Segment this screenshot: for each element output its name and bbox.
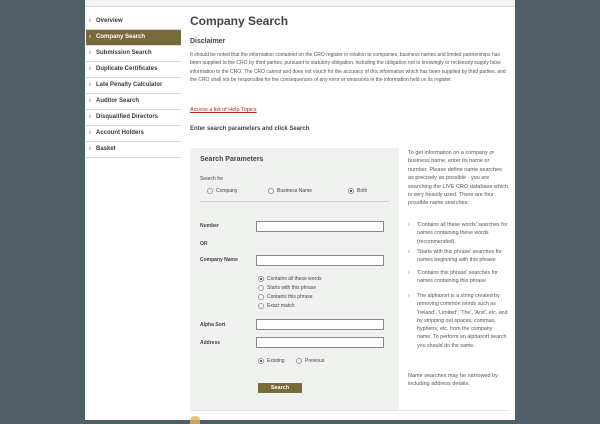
sidebar-item-account-holders[interactable] <box>86 126 181 142</box>
help-bullet <box>408 248 508 265</box>
radio-company-label: Company <box>216 188 238 194</box>
or-label: OR <box>200 241 208 247</box>
help-bullet-text: 'Contains all these words' searches for names containing these words (recommended). <box>417 222 508 245</box>
sidebar-item-label: Late Penalty Calculator <box>96 82 163 88</box>
chevron-right-icon: › <box>408 270 410 276</box>
address-input[interactable] <box>256 337 384 348</box>
sidebar-item-basket[interactable] <box>86 142 181 158</box>
chevron-right-icon: › <box>89 82 91 88</box>
sidebar-item-label: Overview <box>96 18 123 24</box>
radio-exact-match-label: Exact match <box>267 303 295 309</box>
chevron-right-icon: › <box>89 130 91 136</box>
form-title: Search Parameters <box>200 156 264 163</box>
sidebar-item-label: Duplicate Certificates <box>96 66 158 72</box>
help-bullet <box>408 292 508 350</box>
instruction-text: Enter search parameters and click Search <box>190 126 310 132</box>
help-bullet-text: 'Starts with this phrase' searches for names beginning with this phrase <box>417 249 502 264</box>
radio-existing[interactable] <box>258 358 264 364</box>
footer-divider <box>190 410 510 411</box>
alpha-sort-input[interactable] <box>256 319 384 330</box>
chevron-right-icon: › <box>408 293 410 299</box>
help-bullet <box>408 221 508 246</box>
radio-company[interactable] <box>207 188 213 194</box>
help-topics-link[interactable]: Access a list of Help Topics <box>190 107 257 113</box>
search-button[interactable]: Search <box>258 383 302 393</box>
chevron-right-icon: › <box>408 222 410 228</box>
help-bullet-text: 'Contains this phrase' searches for names containing this phrase <box>417 270 498 285</box>
chevron-right-icon: › <box>89 114 91 120</box>
chevron-right-icon: › <box>89 50 91 56</box>
sidebar-item-label: Disqualified Directors <box>96 114 159 120</box>
radio-previous-label: Previous <box>305 358 325 364</box>
number-input[interactable] <box>256 221 384 232</box>
number-label: Number <box>200 223 219 229</box>
chevron-right-icon: › <box>89 66 91 72</box>
radio-existing-label: Existing <box>267 358 285 364</box>
radio-contains-phrase[interactable] <box>258 294 264 300</box>
disclaimer-text: It should be noted that the information contained on the CRO register in relation to companies, business names and limited partnerships has been supplied to the CRO by third parties, pursuant to statutory obligation, including the obligation not to knowingly or recklessly supply false information to the CRO. The CRO cannot and does not vouch for the accuracy of this information which has been supplied by third parties, and the CRO shall not be responsible for the consequences of any error or omissions in the information held on its register. <box>190 52 506 84</box>
radio-starts-with-label: Starts with this phrase <box>267 285 317 291</box>
sidebar-item-label: Account Holders <box>96 130 145 136</box>
help-intro: To get information on a company or business name, enter its name or number. Please define name searches as precisely as possible - you are searching the LIVE CRO database which is very heavily used. There are four possible name searches: <box>408 150 508 207</box>
main-header <box>190 14 510 28</box>
company-name-input[interactable] <box>256 255 384 266</box>
form-divider <box>200 201 389 202</box>
help-bullet <box>408 269 508 286</box>
alpha-sort-label: Alpha Sort <box>200 322 226 328</box>
radio-contains-all-label: Contains all these words <box>267 276 322 282</box>
page-title: Company Search <box>190 14 289 28</box>
sidebar-item-disqualified-directors[interactable] <box>86 110 181 126</box>
radio-both[interactable] <box>348 188 354 194</box>
search-for-label: Search for <box>200 176 224 182</box>
company-name-label: Company Name <box>200 257 238 263</box>
radio-both-label: Both <box>357 188 368 194</box>
radio-previous[interactable] <box>296 358 302 364</box>
sidebar-item-submission-search[interactable] <box>86 46 181 62</box>
address-label: Address <box>200 340 221 346</box>
footer-logo-icon <box>190 416 200 424</box>
sidebar-item-late-penalty-calculator[interactable] <box>86 78 181 94</box>
sidebar-item-label: Basket <box>96 146 116 152</box>
top-strip <box>85 0 515 7</box>
radio-business-name-label: Business Name <box>277 188 313 194</box>
sidebar-item-label: Company Search <box>96 34 146 40</box>
sidebar <box>86 14 181 158</box>
radio-business-name[interactable] <box>268 188 274 194</box>
sidebar-item-label: Auditor Search <box>96 98 140 104</box>
sidebar-item-duplicate-certificates[interactable] <box>86 62 181 78</box>
radio-contains-phrase-label: Contains this phrase <box>267 294 313 300</box>
sidebar-item-auditor-search[interactable] <box>86 94 181 110</box>
help-bullet-text: The alphasort is a string created by removing common words such as 'Ireland', 'Limited', 'The', 'And', etc. and by stripping out spaces, commas, hyphens, etc. from the company name. To perform an alphasort search you should do the same. <box>417 293 508 349</box>
sidebar-item-label: Submission Search <box>96 50 152 56</box>
chevron-right-icon: › <box>408 249 410 255</box>
radio-exact-match[interactable] <box>258 303 264 309</box>
chevron-right-icon: › <box>89 34 91 40</box>
radio-starts-with[interactable] <box>258 285 264 291</box>
chevron-right-icon: › <box>89 18 91 24</box>
radio-contains-all[interactable] <box>258 276 264 282</box>
help-footer: Name searches may be narrowed by including address details. <box>408 373 498 388</box>
chevron-right-icon: › <box>89 146 91 152</box>
sidebar-item-overview[interactable] <box>86 14 181 30</box>
disclaimer-heading: Disclaimer <box>190 38 226 45</box>
search-form <box>190 148 399 410</box>
chevron-right-icon: › <box>89 98 91 104</box>
sidebar-item-company-search[interactable] <box>86 30 181 46</box>
